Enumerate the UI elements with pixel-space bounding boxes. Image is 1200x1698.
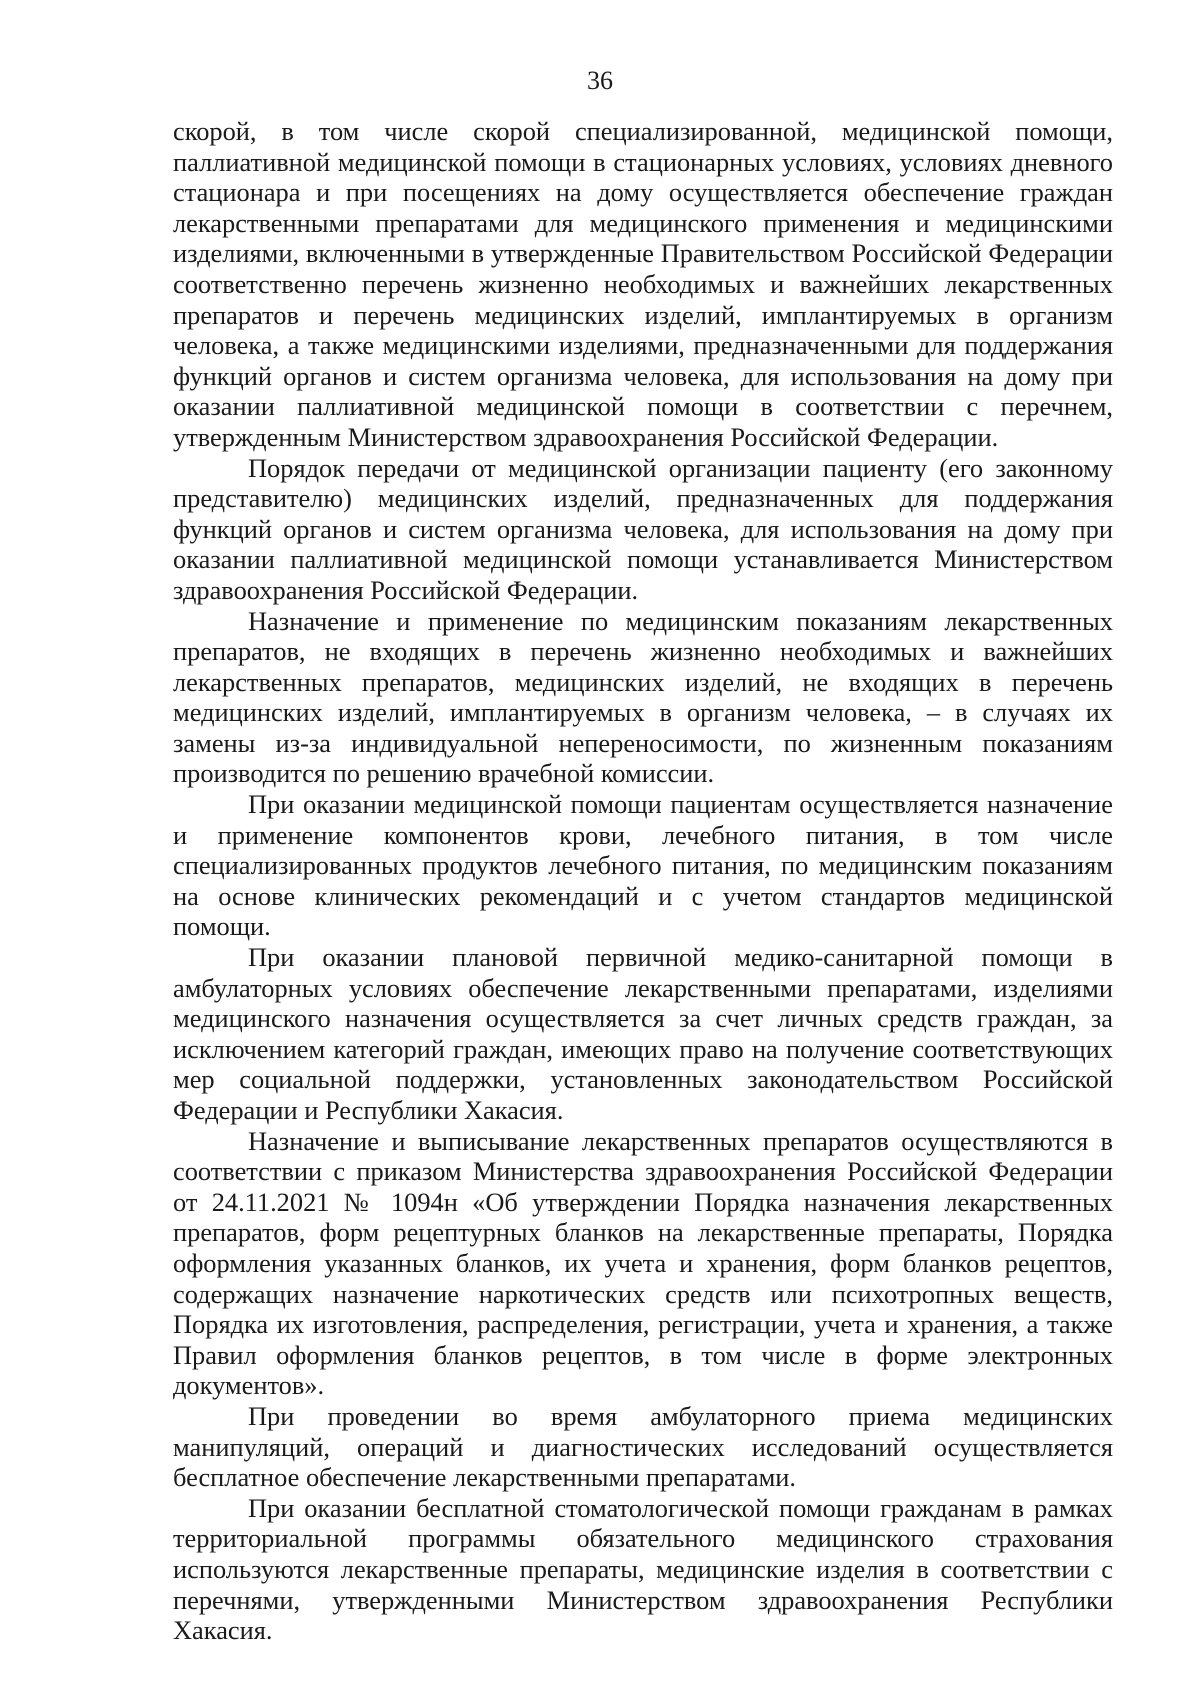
paragraph-blood-components-nutrition: При оказании медицинской помощи пациентам осуществляется назначение и применение компонентов крови, лечебного питания, в том числе специализированных продуктов лечебного питания, по медицинским показаниям на основе клинических рекомендаций и с учетом стандартов медицинской помощи. — [173, 789, 1113, 942]
paragraph-continuation-drug-provision: скорой, в том числе скорой специализированной, медицинской помощи, паллиативной медицинской помощи в стационарных условиях, условиях дневного стационара и при посещениях на дому осуществляется обеспечение граждан лекарственными препаратами для медицинского применения и медицинскими изделиями, включенными в утвержденные Правительством Российской Федерации соответственно перечень жизненно необходимых и важнейших лекарственных препаратов и перечень медицинских изделий, имплантируемых в организм человека, а также медицинскими изделиями, предназначенными для поддержания функций органов и систем организма человека, для использования на дому при оказании паллиативной медицинской помощи в соответствии с перечнем, утвержденным Министерством здравоохранения Российской Федерации. — [173, 116, 1113, 452]
paragraph-dental-care: При оказании бесплатной стоматологической помощи гражданам в рамках территориальной программы обязательного медицинского страхования используются лекарственные препараты, медицинские изделия в соответствии с перечнями, утвержденными Министерством здравоохранения Республики Хакасия. — [173, 1492, 1113, 1646]
page-number: 36 — [587, 66, 613, 95]
paragraph-prescribing-order: Назначение и выписывание лекарственных препаратов осуществляются в соответствии с приказом Министерства здравоохранения Российской Федерации от 24.11.2021 № 1094н «Об утверждении Порядка назначения лекарственных препаратов, форм рецептурных бланков на лекарственные препараты, Порядка оформления указанных бланков, их учета и хранения, форм бланков рецептов, содержащих назначение наркотических средств или психотропных веществ, Порядка их изготовления, распределения, регистрации, учета и хранения, а также Правил оформления бланков рецептов, в том числе в форме электронных документов». — [173, 1125, 1113, 1401]
paragraph-off-list-prescription: Назначение и применение по медицинским показаниям лекарственных препаратов, не входящих в перечень жизненно необходимых и важнейших лекарственных препаратов, медицинских изделий, не входящих в перечень медицинских изделий, имплантируемых в организм человека, – в случаях их замены из-за индивидуальной непереносимости, по жизненным показаниям производится по решению врачебной комиссии. — [173, 605, 1113, 789]
paragraph-medical-devices-transfer: Порядок передачи от медицинской организации пациенту (его законному представителю) медицинских изделий, предназначенных для поддержания функций органов и систем организма человека, для использования на дому при оказании паллиативной медицинской помощи устанавливается Министерством здравоохранения Российской Федерации. — [173, 452, 1113, 605]
paragraph-ambulatory-manipulations: При проведении во время амбулаторного приема медицинских манипуляций, операций и диагностических исследований осуществляется бесплатное обеспечение лекарственными препаратами. — [173, 1400, 1113, 1493]
document-body — [173, 116, 1113, 1646]
paragraph-outpatient-provision: При оказании плановой первичной медико-санитарной помощи в амбулаторных условиях обеспечение лекарственными препаратами, изделиями медицинского назначения осуществляется за счет личных средств граждан, за исключением категорий граждан, имеющих право на получение соответствующих мер социальной поддержки, установленных законодательством Российской Федерации и Республики Хакасия. — [173, 942, 1113, 1125]
